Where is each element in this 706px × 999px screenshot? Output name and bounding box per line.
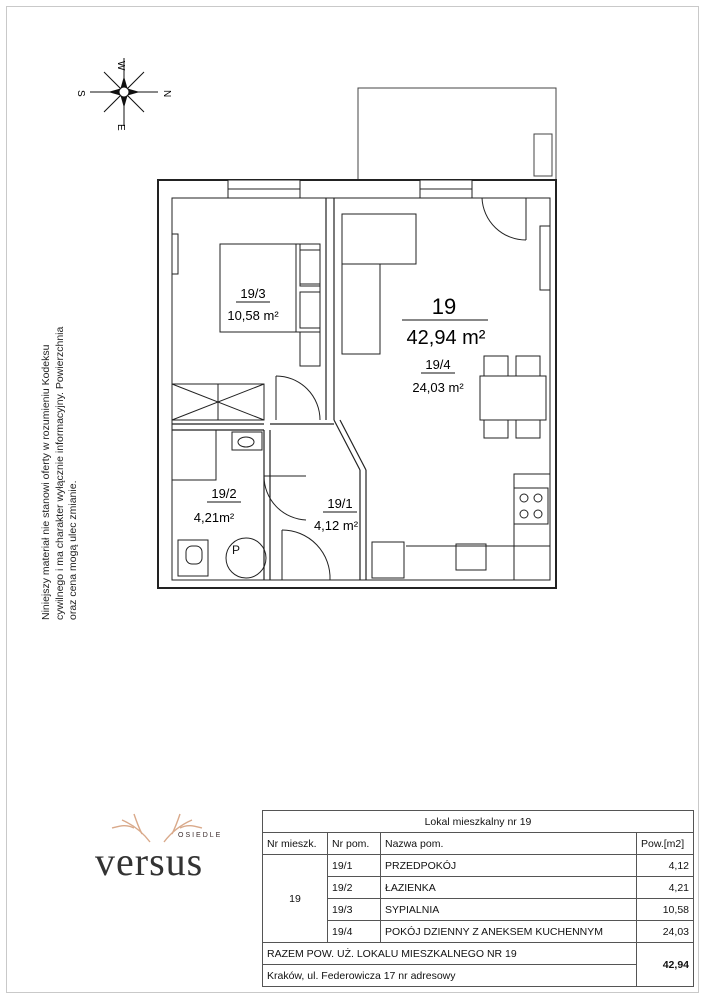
compass-n-label: N (161, 90, 172, 98)
entrance-door (282, 530, 330, 580)
room-19-1-id: 19/1 (327, 496, 353, 511)
room-name-cell: PRZEDPOKÓJ (381, 855, 637, 877)
room-area-cell: 4,12 (637, 855, 694, 877)
logo-osiedle-text: OSIEDLE (178, 832, 223, 839)
logo-versus-text: versus (95, 839, 204, 884)
room-no-cell: 19/3 (328, 899, 381, 921)
total-label-cell: RAZEM POW. UŻ. LOKALU MIESZKALNEGO NR 19 (263, 943, 637, 965)
room-no-cell: 19/2 (328, 877, 381, 899)
room-19-2-area: 4,21m² (193, 510, 235, 525)
unit-number: 19 (431, 294, 457, 319)
header-room-no: Nr pom. (328, 833, 381, 855)
windows (172, 180, 550, 290)
bathroom-fixtures (172, 430, 266, 578)
balcony-door (482, 198, 526, 240)
header-room-name: Nazwa pom. (381, 833, 637, 855)
balcony-box (534, 134, 552, 176)
kitchen-counter (372, 474, 550, 580)
address-cell: Kraków, ul. Federowicza 17 nr adresowy (263, 965, 637, 987)
apartment-number-cell: 19 (263, 855, 328, 943)
table-title: Lokal mieszkalny nr 19 (263, 811, 694, 833)
disclaimer-line: Niniejszy materiał nie stanowi oferty w rozumieniu Kodeksu (40, 344, 52, 620)
room-area-cell: 10,58 (637, 899, 694, 921)
table-row (263, 921, 694, 943)
room-19-2-id: 19/2 (211, 486, 237, 501)
room-area-cell: 24,03 (637, 921, 694, 943)
room-19-3-area: 10,58 m² (227, 308, 279, 323)
room-name-cell: SYPIALNIA (381, 899, 637, 921)
balcony-outline (358, 88, 556, 180)
bedroom-door (276, 376, 320, 420)
disclaimer-text (40, 280, 81, 620)
room-name-cell: POKÓJ DZIENNY Z ANEKSEM KUCHENNYM (381, 921, 637, 943)
area-summary-table (262, 810, 694, 987)
table-row (263, 877, 694, 899)
disclaimer-line: cywilnego i ma charakter wyłącznie informacyjny. Powierzchnia (53, 326, 66, 620)
compass-s-label: S (75, 90, 86, 97)
room-no-cell: 19/4 (328, 921, 381, 943)
total-area-cell: 42,94 (637, 943, 694, 987)
header-apartment-no: Nr mieszk. (263, 833, 328, 855)
dining-set (480, 356, 546, 438)
room-19-1-area: 4,12 m² (313, 518, 359, 533)
room-19-4-area: 24,03 m² (412, 380, 464, 395)
compass-w-label: W (115, 61, 126, 71)
room-name-cell: ŁAZIENKA (381, 877, 637, 899)
header-area: Pow.[m2] (637, 833, 694, 855)
disclaimer-line: oraz cena mogą ulec zmianie. (67, 480, 79, 620)
room-19-4-id: 19/4 (425, 357, 451, 372)
room-area-cell: 4,21 (637, 877, 694, 899)
room-no-cell: 19/1 (328, 855, 381, 877)
table-row (263, 899, 694, 921)
nightstands (300, 244, 320, 366)
wardrobe (172, 384, 264, 420)
table-row (263, 855, 694, 877)
room-19-3-id: 19/3 (240, 286, 266, 301)
compass-e-label: E (115, 124, 126, 131)
sofa (342, 214, 416, 354)
svg-text:P: P (232, 543, 241, 557)
unit-area: 42,94 m² (406, 327, 486, 349)
